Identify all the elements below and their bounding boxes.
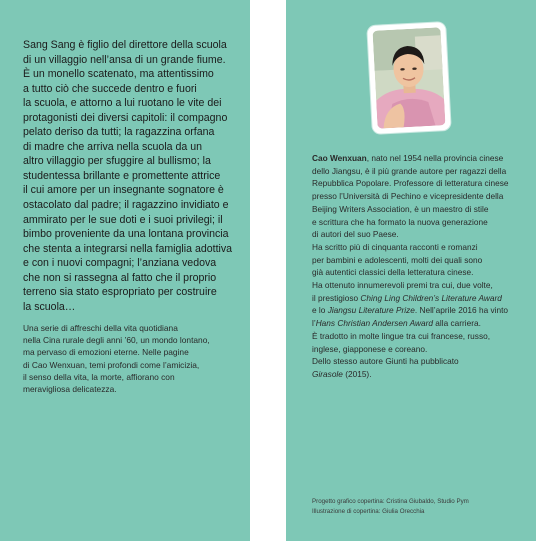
bio-line: e scrittura che ha formato la nuova generazione [312,216,488,227]
award-title: Jiangsu Literature Prize [327,305,415,316]
bio-line: dello Jiangsu, è il più grande autore per ragazzi della [312,165,507,176]
blurb-line: terreno sia stato espropriato per costruire [23,286,217,299]
blurb-line: bimbo proveniente da una lontana provincia [23,228,229,241]
bio-award-line [312,292,527,305]
award-prefix: il prestigioso [312,292,361,303]
blurb-line: ammirato per le sue doti e i suoi privilegi; il [23,213,223,226]
award-suffix: alla carriera. [432,318,481,329]
bio-line: È tradotto in molte lingue tra cui francese, russo, [312,330,491,341]
description-line: meravigliosa delicatezza. [23,384,117,395]
award-title: Hans Christian Andersen Award [315,318,433,329]
bio-line: Dello stesso autore Giunti ha pubblicato [312,356,459,367]
bio-line: già autentici classici della letteratura cinese. [312,267,474,278]
award-suffix: . Nell’aprile 2016 ha vinto [414,305,509,316]
bio-award-line [312,317,527,330]
bio-first-line: , nato nel 1954 nella provincia cinese [366,153,504,163]
book-title: Girasole [312,368,343,379]
bio-award-line [312,304,527,317]
bio-line [312,152,527,165]
blurb-line: ostacolato dal padre; il ragazzino invidiato e [23,199,229,212]
blurb-line: la scuola… [23,300,76,313]
description-line: il senso della vita, la morte, affiorano con [23,371,175,382]
blurb-line: che non si rassegna al fatto che il proprio [23,271,217,284]
bio-line: inglese, giapponese e coreano. [312,343,428,354]
author-photo-frame [367,22,451,134]
blurb-line: a tutto ciò che succede dentro e fuori [23,82,197,95]
author-photo [372,27,445,128]
blurb-line: di madre che arriva nella scuola da un [23,140,203,153]
author-biography [312,152,527,381]
blurb-line: la scuola, e attorno a lui ruotano le vite dei [23,97,222,110]
blurb-line: Sang Sang è figlio del direttore della scuola [23,39,227,51]
book-year: (2015). [342,368,372,379]
blurb-line: protagonisti dei diversi capitoli: il compagno [23,111,228,124]
bio-line: di autori del suo Paese. [312,229,399,240]
blurb-line: altro villaggio per sfuggire al bullismo; la [23,155,211,168]
blurb-line: e con i nuovi compagni; l’anziana vedova [23,257,217,270]
bio-line: Beijing Writers Association, è un maestro di stile [312,203,489,214]
award-title: Ching Ling Children’s Literature Award [360,292,502,303]
bio-line: per bambini e adolescenti, molti dei quali sono [312,254,483,265]
blurb-line: studentessa brillante e promettente attrice [23,169,221,182]
portrait-photo-icon [372,27,445,128]
description-line: nella Cina rurale degli anni ’60, un mondo lontano, [23,335,210,346]
book-description [23,322,245,395]
award-prefix: e lo [312,305,328,316]
bio-line: Ha scritto più di cinquanta racconti e romanzi [312,241,478,252]
description-line: Una serie di affreschi della vita quotidiana [23,323,178,333]
description-line: di Cao Wenxuan, temi profondi come l’amicizia, [23,359,200,370]
blurb-line: di un villaggio nell’ansa di un grande fiume. [23,53,226,66]
award-prefix: l’ [312,318,316,329]
blurb-line: È un monello scatenato, ma attentissimo [23,68,214,81]
cover-credits [312,497,527,516]
book-blurb [23,38,245,314]
blurb-line: che stenta a integrarsi nella famiglia adottiva [23,242,233,255]
description-line: ma pervaso di emozioni eterne. Nelle pagine [23,347,189,358]
back-cover-left-panel [0,0,250,541]
bio-line: Ha ottenuto innumerevoli premi tra cui, due volte, [312,280,493,291]
bio-line: presso l’Università di Pechino e vicepresidente della [312,191,504,202]
page-gutter [250,0,286,541]
credit-line: Progetto grafico copertina: Cristina Giubaldo, Studio Pym [312,498,469,505]
blurb-line: il cui amore per un insegnante sognatore è [23,184,224,197]
bio-line: Repubblica Popolare. Professore di letteratura cinese [312,178,509,189]
credit-line: Illustrazione di copertina: Giulia Orecchia [312,507,425,515]
blurb-line: pelato deriso da tutti; la ragazzina orfana [23,126,215,139]
bio-book-line [312,368,527,381]
author-name: Cao Wenxuan [312,153,367,163]
